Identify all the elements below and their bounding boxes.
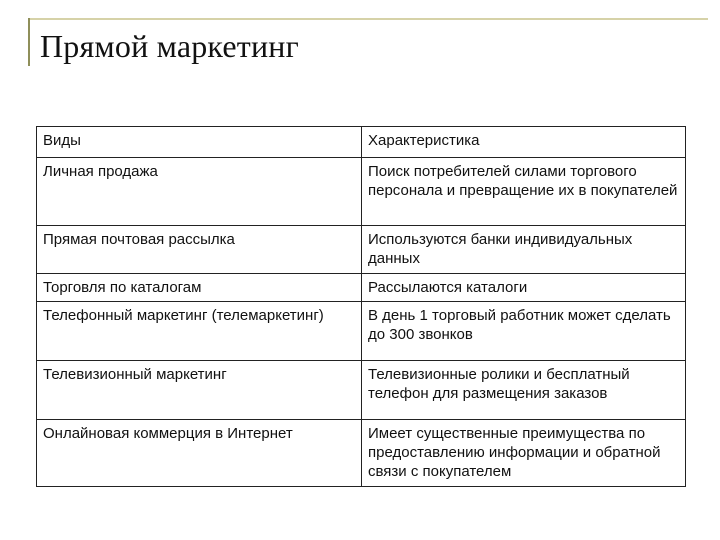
row-type-cell: Торговля по каталогам bbox=[37, 274, 362, 302]
row-type-cell: Телефонный маркетинг (телемаркетинг) bbox=[37, 302, 362, 361]
row-type-cell: Личная продажа bbox=[37, 158, 362, 226]
row-desc-cell: Телевизионные ролики и бесплатный телефон для размещения заказов bbox=[362, 361, 686, 420]
row-type-cell: Телевизионный маркетинг bbox=[37, 361, 362, 420]
row-type-cell: Прямая почтовая рассылка bbox=[37, 226, 362, 274]
row-type-cell: Онлайновая коммерция в Интернет bbox=[37, 420, 362, 487]
table-row bbox=[37, 302, 686, 361]
frame-left-line bbox=[28, 18, 30, 66]
row-desc-cell: Используются банки индивидуальных данных bbox=[362, 226, 686, 274]
table-row bbox=[37, 420, 686, 487]
table-row bbox=[37, 158, 686, 226]
row-desc-cell: Рассылаются каталоги bbox=[362, 274, 686, 302]
table-row bbox=[37, 361, 686, 420]
header-cell-types: Виды bbox=[37, 127, 362, 158]
table-header-row bbox=[37, 127, 686, 158]
table-row bbox=[37, 226, 686, 274]
row-desc-cell: Поиск потребителей силами торгового персонала и превращение их в покупателей bbox=[362, 158, 686, 226]
table-row bbox=[37, 274, 686, 302]
row-desc-cell: Имеет существенные преимущества по предоставлению информации и обратной связи с покупателем bbox=[362, 420, 686, 487]
header-cell-characteristics: Характеристика bbox=[362, 127, 686, 158]
row-desc-cell: В день 1 торговый работник может сделать до 300 звонков bbox=[362, 302, 686, 361]
frame-top-line bbox=[28, 18, 708, 20]
marketing-types-table bbox=[36, 126, 686, 487]
slide-title: Прямой маркетинг bbox=[40, 28, 299, 64]
